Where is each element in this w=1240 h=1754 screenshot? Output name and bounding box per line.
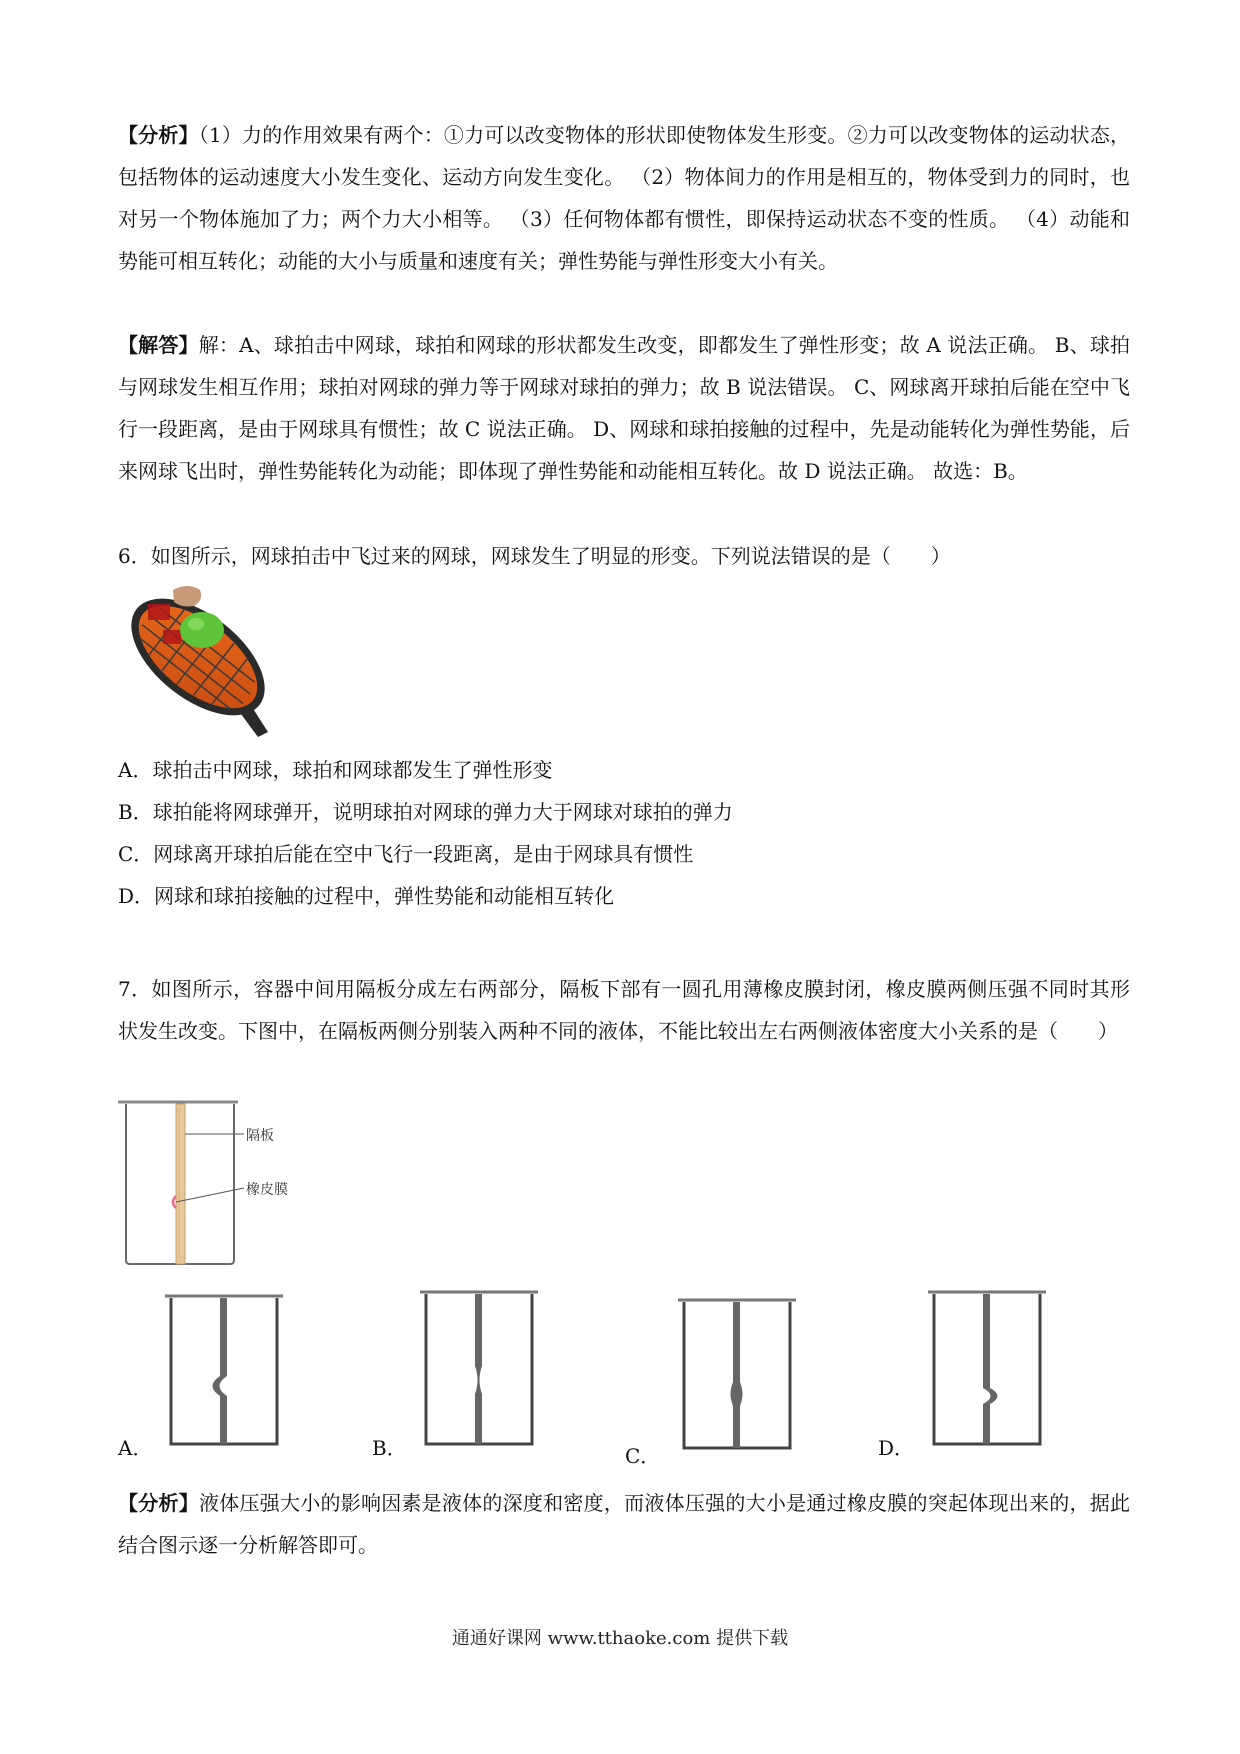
choice-d-label: D． <box>878 1436 915 1460</box>
membrane-label: 橡皮膜 <box>246 1182 288 1198</box>
analysis-2-paragraph <box>118 1482 1130 1566</box>
analysis-paragraph <box>118 114 1130 282</box>
question-7-stem-text: 7．如图所示，容器中间用隔板分成左右两部分，隔板下部有一圆孔用薄橡皮膜封闭，橡皮膜两侧压强不同时其形状发生改变。下图中，在隔板两侧分别装入两种不同的液体，不能比较出左右两侧液体密度大小关系的是（ ） <box>118 977 1130 1043</box>
question-6-option-b: B．球拍能将网球弹开，说明球拍对网球的弹力大于网球对球拍的弹力 <box>118 800 733 824</box>
question-6-option-c: C．网球离开球拍后能在空中飞行一段距离，是由于网球具有惯性 <box>118 842 694 866</box>
container-diagram <box>118 1098 308 1266</box>
partition-label: 隔板 <box>246 1128 274 1144</box>
analysis-text: （1）力的作用效果有两个：①力可以改变物体的形状即使物体发生形变。②力可以改变物体的运动状态，包括物体的运动速度大小发生变化、运动方向发生变化。 （2）物体间力的作用是相互的，物体受到力的同时，也对另一个物体施加了力；两个力大小相等。 （3）任何物体都有惯性，即保持运动状态不变的性质。 （4）动能和势能可相互转化；动能的大小与质量和速度有关；弹性势能与弹性形变大小有关。 <box>118 123 1130 273</box>
answer-tag: 【解答】 <box>118 333 199 357</box>
question-6-stem: 6．如图所示，网球拍击中飞过来的网球，网球发生了明显的形变。下列说法错误的是（ ） <box>118 544 951 568</box>
choice-a-label: A． <box>118 1436 153 1460</box>
choice-c-label: C． <box>625 1444 661 1468</box>
analysis-tag: 【分析】 <box>118 123 199 147</box>
answer-text: 解：A、球拍击中网球，球拍和网球的形状都发生改变，即都发生了弹性形变；故 A 说法正确。 B、球拍与网球发生相互作用；球拍对网球的弹力等于网球对球拍的弹力；故 B 说法错误。 C、网球离开球拍后能在空中飞行一段距离，是由于网球具有惯性；故 C 说法正确。 D、网球和球拍接触的过程中，先是动能转化为弹性势能，后来网球飞出时，弹性势能转化为动能；即体现了弹性势能和动能相互转化。故 D 说法正确。 故选：B。 <box>118 333 1131 483</box>
analysis-2-tag: 【分析】 <box>118 1491 199 1515</box>
choice-b-label: B． <box>372 1436 407 1460</box>
choice-c-diagram <box>678 1296 798 1456</box>
answer-paragraph <box>118 324 1130 492</box>
choice-a-diagram <box>165 1292 285 1452</box>
question-6-option-a: A．球拍击中网球，球拍和网球都发生了弹性形变 <box>118 758 553 782</box>
question-6-option-d: D．网球和球拍接触的过程中，弹性势能和动能相互转化 <box>118 884 615 908</box>
question-7-stem <box>118 968 1130 1052</box>
page-footer: 通通好课网 www.tthaoke.com 提供下载 <box>451 1628 789 1649</box>
analysis-2-text: 液体压强大小的影响因素是液体的深度和密度，而液体压强的大小是通过橡皮膜的突起体现出来的，据此结合图示逐一分析解答即可。 <box>118 1491 1131 1557</box>
choice-d-diagram <box>928 1288 1048 1452</box>
choice-b-diagram <box>420 1288 540 1452</box>
tennis-racket-image <box>118 582 278 742</box>
